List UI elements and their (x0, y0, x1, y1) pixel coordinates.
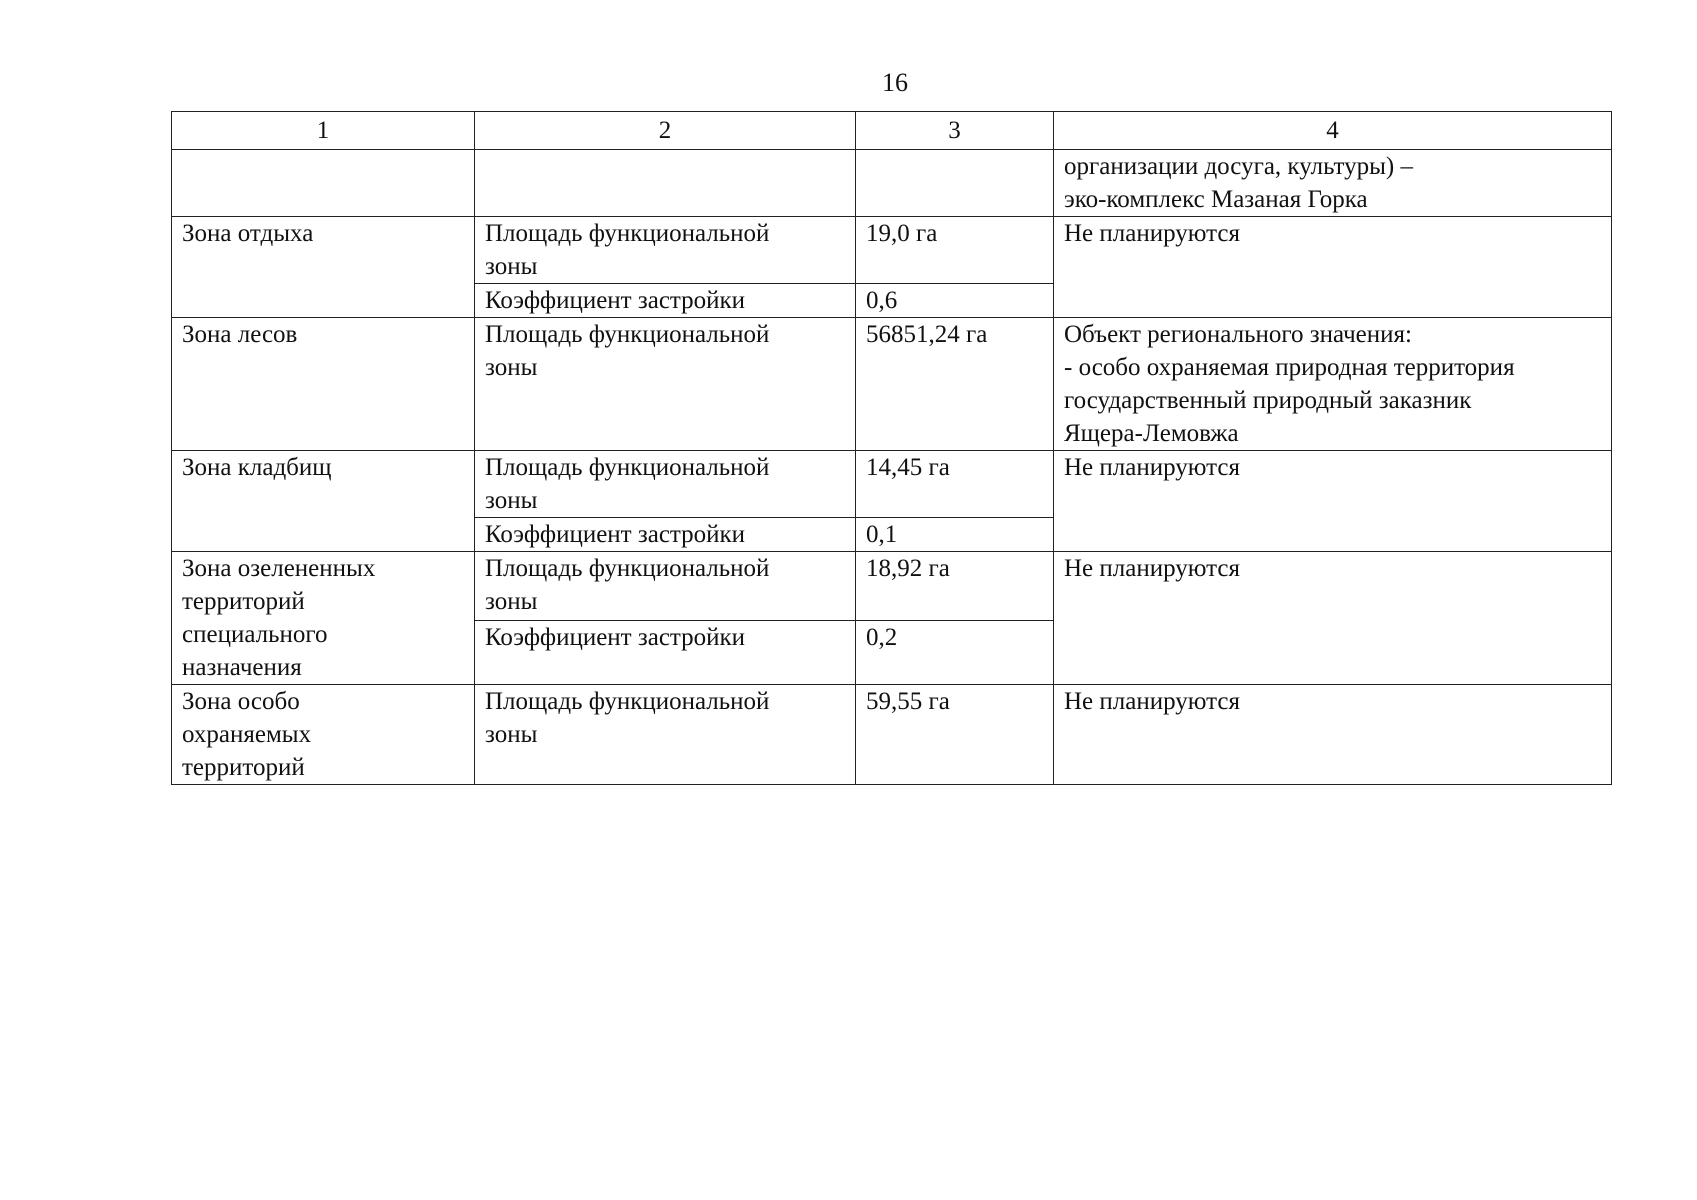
objects-cell (1054, 552, 1612, 685)
parameter-name: Площадь функциональной (485, 321, 770, 348)
zone-name: территорий (182, 588, 305, 615)
objects-cell (1054, 451, 1612, 552)
table-row-forest-zone (172, 318, 1612, 451)
objects-line: - особо охраняемая природная территория (1064, 354, 1515, 381)
table-row-recreation-zone (172, 217, 1612, 284)
value-cell: 0,1 (856, 518, 1054, 552)
objects-line: Не планируются (1064, 555, 1240, 582)
parameter-name: зоны (485, 354, 538, 381)
zone-cell (172, 552, 475, 685)
parameter-name: Площадь функциональной (485, 555, 770, 582)
parameter-name: зоны (485, 253, 538, 280)
parameter-name: Площадь функциональной (485, 688, 770, 715)
objects-cell (1054, 150, 1612, 217)
objects-line: Объект регионального значения: (1064, 321, 1412, 348)
zone-name: Зона особо (182, 688, 300, 715)
objects-cell (1054, 685, 1612, 785)
parameter-name: Площадь функциональной (485, 454, 770, 481)
parameter-name: Коэффициент застройки (485, 521, 746, 548)
zones-table (171, 111, 1612, 785)
value-cell: 18,92 га (856, 552, 1054, 621)
table-row-continuation (172, 150, 1612, 217)
zone-name: назначения (182, 654, 302, 681)
parameter-name: зоны (485, 721, 538, 748)
zone-cell (172, 451, 475, 552)
parameter-cell (475, 150, 856, 217)
parameter-name: зоны (485, 487, 538, 514)
zone-name: Зона лесов (182, 321, 298, 348)
parameter-cell (475, 620, 856, 684)
zone-name: специального (182, 621, 328, 648)
table-header-row (172, 112, 1612, 150)
parameter-name: Коэффициент застройки (485, 623, 746, 651)
zone-cell (172, 685, 475, 785)
table-row-cemetery-zone (172, 451, 1612, 518)
value-cell: 19,0 га (856, 217, 1054, 284)
objects-line: эко-комплекс Мазаная Горка (1064, 186, 1368, 213)
parameter-cell (475, 518, 856, 552)
value-cell: 0,2 (856, 620, 1054, 684)
zone-cell (172, 318, 475, 451)
objects-line: организации досуга, культуры) – (1064, 153, 1414, 180)
parameter-cell (475, 217, 856, 284)
table-row-special-green-zone (172, 552, 1612, 621)
column-header-2: 2 (475, 112, 856, 150)
parameter-name: Коэффициент застройки (485, 287, 746, 314)
column-header-1: 1 (172, 112, 475, 150)
objects-cell (1054, 217, 1612, 318)
value-cell: 0,6 (856, 284, 1054, 318)
objects-line: Не планируются (1064, 220, 1240, 247)
objects-line: Не планируются (1064, 454, 1240, 481)
zone-cell (172, 217, 475, 318)
objects-cell (1054, 318, 1612, 451)
zone-name: Зона озелененных (182, 555, 376, 582)
value-cell: 14,45 га (856, 451, 1054, 518)
zone-name: территорий (182, 754, 305, 781)
zone-cell (172, 150, 475, 217)
value-cell (856, 150, 1054, 217)
zone-name: Зона отдыха (182, 220, 314, 247)
zone-name: охраняемых (182, 721, 312, 748)
objects-line: государственный природный заказник (1064, 387, 1472, 414)
column-header-4: 4 (1054, 112, 1612, 150)
parameter-cell (475, 552, 856, 621)
value-cell: 59,55 га (856, 685, 1054, 785)
column-header-3: 3 (856, 112, 1054, 150)
page-number: 16 (882, 68, 908, 97)
parameter-cell (475, 451, 856, 518)
objects-line: Ящера-Лемовжа (1064, 420, 1239, 447)
value-cell: 56851,24 га (856, 318, 1054, 451)
zone-name: Зона кладбищ (182, 454, 332, 481)
objects-line: Не планируются (1064, 688, 1240, 715)
parameter-name: зоны (485, 588, 538, 615)
parameter-name: Площадь функциональной (485, 220, 770, 247)
parameter-cell (475, 685, 856, 785)
parameter-cell (475, 318, 856, 451)
table-row-protected-zone (172, 685, 1612, 785)
parameter-cell (475, 284, 856, 318)
